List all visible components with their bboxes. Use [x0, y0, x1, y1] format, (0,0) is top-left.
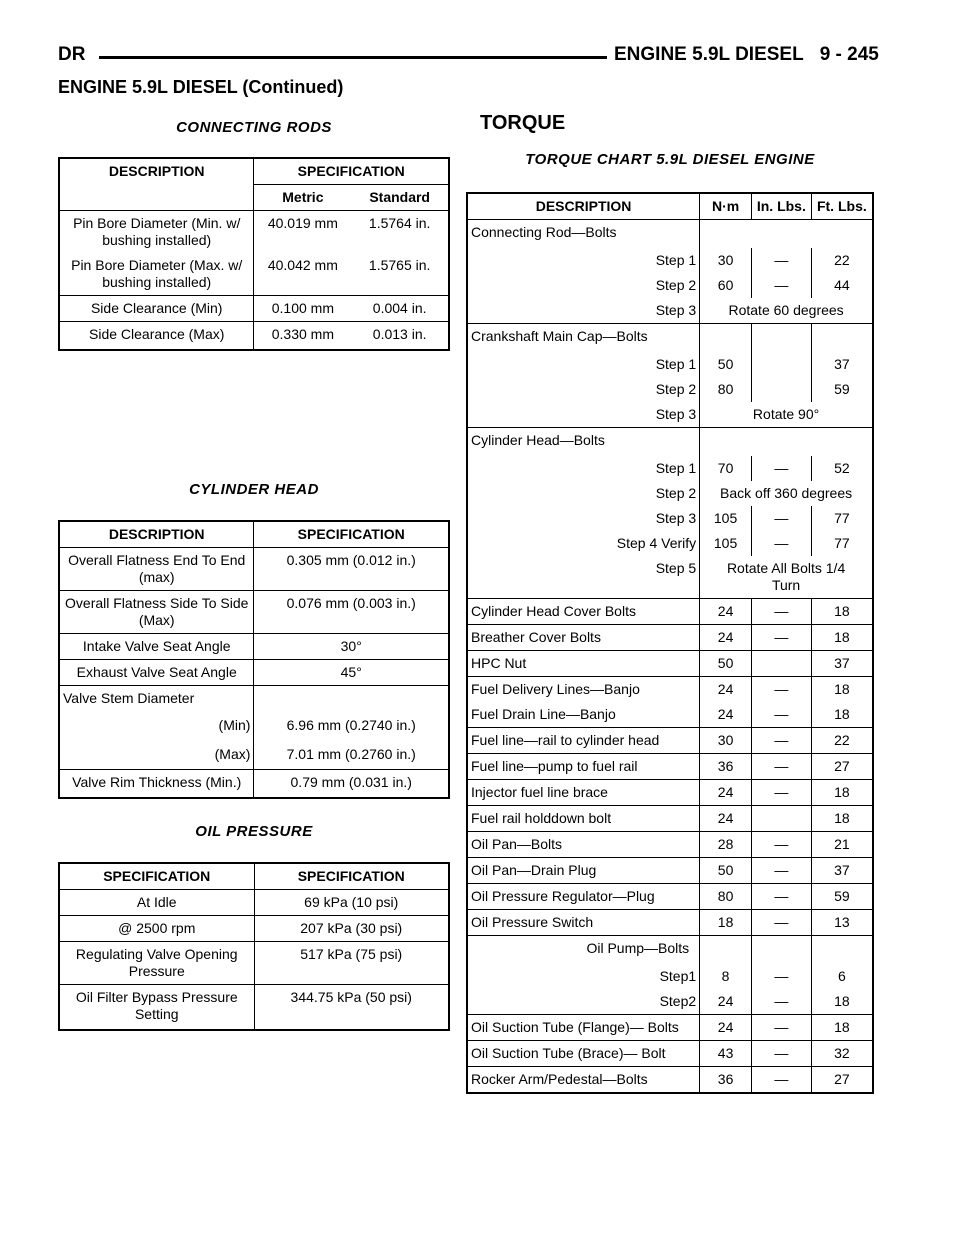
row-ft-lbs: 37 — [811, 858, 873, 884]
row-ft-lbs: 18 — [811, 625, 873, 651]
table-row — [467, 506, 873, 531]
row-description: Overall Flatness End To End (max) — [59, 548, 254, 591]
col-header-standard: Standard — [351, 185, 449, 211]
row-standard: 1.5765 in. — [351, 253, 449, 296]
torque-chart-title: TORQUE CHART 5.9L DIESEL ENGINE — [525, 151, 815, 168]
row-description: Step 1 — [467, 248, 700, 273]
row-ft-lbs: 27 — [811, 1067, 873, 1094]
row-description: Oil Suction Tube (Brace)— Bolt — [467, 1041, 700, 1067]
row-in-lbs: — — [751, 1015, 811, 1041]
row-in-lbs: — — [751, 273, 811, 298]
table-row — [467, 625, 873, 651]
table-row — [59, 985, 449, 1031]
row-description: Side Clearance (Max) — [59, 322, 254, 351]
table-row — [467, 728, 873, 754]
row-metric: 0.330 mm — [254, 322, 351, 351]
row-ft-lbs: 37 — [811, 352, 873, 377]
row-in-lbs: — — [751, 754, 811, 780]
row-nm: 30 — [700, 248, 752, 273]
row-empty — [700, 428, 873, 457]
row-description: Oil Pump—Bolts — [467, 936, 700, 965]
table-row — [467, 1015, 873, 1041]
col-header-description: DESCRIPTION — [59, 158, 254, 211]
row-description: Fuel line—rail to cylinder head — [467, 728, 700, 754]
row-description: Step2 — [467, 989, 700, 1015]
table-row — [59, 686, 449, 712]
row-in-lbs: — — [751, 248, 811, 273]
col-header-metric: Metric — [254, 185, 351, 211]
table-row — [59, 322, 449, 351]
oil-pressure-title: OIL PRESSURE — [195, 823, 313, 840]
row-nm: 50 — [700, 352, 752, 377]
table-row — [467, 677, 873, 703]
row-spec: 0.076 mm (0.003 in.) — [254, 591, 449, 634]
col-header-specification: SPECIFICATION — [254, 158, 449, 185]
col-header-specification: SPECIFICATION — [254, 521, 449, 548]
row-description: Step 2 — [467, 273, 700, 298]
row-description: @ 2500 rpm — [59, 916, 254, 942]
row-ft-lbs: 18 — [811, 599, 873, 625]
row-spec: 69 kPa (10 psi) — [254, 890, 449, 916]
row-ft-lbs: 18 — [811, 677, 873, 703]
row-ft-lbs: 77 — [811, 506, 873, 531]
row-ft-lbs: 18 — [811, 806, 873, 832]
table-row — [467, 936, 873, 965]
header-rule — [99, 56, 607, 59]
table-row — [467, 910, 873, 936]
row-nm: 50 — [700, 651, 752, 677]
table-row — [467, 599, 873, 625]
row-nm: 50 — [700, 858, 752, 884]
row-spec: 207 kPa (30 psi) — [254, 916, 449, 942]
row-description: Step 3 — [467, 506, 700, 531]
row-description: Step 2 — [467, 481, 700, 506]
table-row — [467, 832, 873, 858]
row-description: (Min) — [59, 711, 254, 740]
row-nm: 24 — [700, 989, 752, 1015]
col-header-ft-lbs: Ft. Lbs. — [811, 193, 873, 220]
table-header-row — [59, 158, 449, 185]
table-row — [59, 711, 449, 740]
oil-pressure-table — [58, 862, 450, 1031]
cylinder-head-title: CYLINDER HEAD — [189, 481, 319, 498]
row-nm: 105 — [700, 506, 752, 531]
row-in-lbs: — — [751, 702, 811, 728]
row-nm: 18 — [700, 910, 752, 936]
table-row — [59, 740, 449, 770]
col-header-description: DESCRIPTION — [467, 193, 700, 220]
row-ft-lbs: 22 — [811, 248, 873, 273]
row-description: Connecting Rod—Bolts — [467, 220, 700, 249]
row-in-lbs: — — [751, 1041, 811, 1067]
row-in-lbs: — — [751, 1067, 811, 1094]
row-nm: 28 — [700, 832, 752, 858]
row-in-lbs: — — [751, 989, 811, 1015]
table-row — [59, 548, 449, 591]
row-ft-lbs — [811, 936, 873, 965]
row-standard: 1.5764 in. — [351, 211, 449, 254]
row-in-lbs: — — [751, 456, 811, 481]
row-ft-lbs: 32 — [811, 1041, 873, 1067]
row-ft-lbs: 6 — [811, 964, 873, 989]
row-spec: 45° — [254, 660, 449, 686]
table-row — [467, 884, 873, 910]
row-nm: 105 — [700, 531, 752, 556]
row-nm: 24 — [700, 1015, 752, 1041]
table-header-row — [59, 521, 449, 548]
col-header-specification-1: SPECIFICATION — [59, 863, 254, 890]
row-nm: 36 — [700, 1067, 752, 1094]
row-ft-lbs: 22 — [811, 728, 873, 754]
table-row — [59, 660, 449, 686]
row-in-lbs: — — [751, 625, 811, 651]
table-row — [467, 428, 873, 457]
row-in-lbs — [751, 806, 811, 832]
row-in-lbs: — — [751, 964, 811, 989]
row-description: Injector fuel line brace — [467, 780, 700, 806]
table-row — [59, 296, 449, 322]
row-ft-lbs: 18 — [811, 1015, 873, 1041]
row-in-lbs: — — [751, 677, 811, 703]
row-description: Intake Valve Seat Angle — [59, 634, 254, 660]
table-row — [59, 591, 449, 634]
row-spec: 0.305 mm (0.012 in.) — [254, 548, 449, 591]
row-description: Oil Filter Bypass Pressure Setting — [59, 985, 254, 1031]
row-nm — [700, 324, 752, 353]
row-ft-lbs: 18 — [811, 780, 873, 806]
row-nm: 24 — [700, 702, 752, 728]
table-row — [467, 806, 873, 832]
table-row — [59, 890, 449, 916]
continued-heading: ENGINE 5.9L DIESEL (Continued) — [58, 77, 344, 97]
row-description: Oil Pressure Switch — [467, 910, 700, 936]
row-description: Crankshaft Main Cap—Bolts — [467, 324, 700, 353]
row-description: Step 1 — [467, 352, 700, 377]
row-description: Oil Pressure Regulator—Plug — [467, 884, 700, 910]
row-nm: 24 — [700, 677, 752, 703]
row-instruction: Back off 360 degrees — [700, 481, 873, 506]
row-description: At Idle — [59, 890, 254, 916]
table-row — [467, 481, 873, 506]
row-description: (Max) — [59, 740, 254, 770]
row-description: Step 5 — [467, 556, 700, 599]
row-description: Oil Suction Tube (Flange)— Bolts — [467, 1015, 700, 1041]
row-nm: 70 — [700, 456, 752, 481]
row-nm: 24 — [700, 625, 752, 651]
row-instruction: Rotate All Bolts 1/4 Turn — [700, 556, 873, 599]
table-header-row — [467, 193, 873, 220]
row-nm: 36 — [700, 754, 752, 780]
row-nm: 24 — [700, 780, 752, 806]
row-empty — [700, 220, 873, 249]
table-row — [59, 253, 449, 296]
row-in-lbs: — — [751, 599, 811, 625]
row-description: Oil Pan—Drain Plug — [467, 858, 700, 884]
table-row — [467, 702, 873, 728]
col-header-specification-2: SPECIFICATION — [254, 863, 449, 890]
row-standard: 0.004 in. — [351, 296, 449, 322]
row-nm: 43 — [700, 1041, 752, 1067]
table-row — [467, 273, 873, 298]
table-row — [59, 916, 449, 942]
row-in-lbs: — — [751, 780, 811, 806]
row-in-lbs: — — [751, 910, 811, 936]
table-row — [59, 770, 449, 799]
row-in-lbs — [751, 936, 811, 965]
table-row — [467, 556, 873, 599]
row-ft-lbs: 13 — [811, 910, 873, 936]
row-ft-lbs: 27 — [811, 754, 873, 780]
table-header-row — [59, 863, 449, 890]
header-chapter: ENGINE 5.9L DIESEL — [614, 44, 804, 65]
row-in-lbs: — — [751, 832, 811, 858]
table-row — [467, 780, 873, 806]
row-nm: 80 — [700, 884, 752, 910]
table-row — [59, 634, 449, 660]
table-row — [467, 989, 873, 1015]
table-row — [467, 754, 873, 780]
col-header-in-lbs: In. Lbs. — [751, 193, 811, 220]
row-ft-lbs: 18 — [811, 989, 873, 1015]
row-spec: 30° — [254, 634, 449, 660]
row-ft-lbs: 59 — [811, 884, 873, 910]
row-description: Oil Pan—Bolts — [467, 832, 700, 858]
row-description: Exhaust Valve Seat Angle — [59, 660, 254, 686]
header-section-code: DR — [58, 44, 86, 65]
row-ft-lbs: 37 — [811, 651, 873, 677]
cylinder-head-table — [58, 520, 450, 799]
table-row — [467, 248, 873, 273]
row-in-lbs — [751, 377, 811, 402]
row-ft-lbs: 21 — [811, 832, 873, 858]
row-description: Fuel Delivery Lines—Banjo — [467, 677, 700, 703]
connecting-rods-table — [58, 157, 450, 351]
row-description: Step 2 — [467, 377, 700, 402]
row-description: HPC Nut — [467, 651, 700, 677]
table-row — [467, 964, 873, 989]
row-description: Overall Flatness Side To Side (Max) — [59, 591, 254, 634]
row-description: Rocker Arm/Pedestal—Bolts — [467, 1067, 700, 1094]
table-row — [467, 531, 873, 556]
table-row — [467, 858, 873, 884]
row-description: Cylinder Head Cover Bolts — [467, 599, 700, 625]
row-nm: 24 — [700, 599, 752, 625]
row-in-lbs: — — [751, 884, 811, 910]
table-row — [467, 456, 873, 481]
table-row — [467, 220, 873, 249]
row-ft-lbs: 52 — [811, 456, 873, 481]
row-metric: 40.042 mm — [254, 253, 351, 296]
table-row — [467, 402, 873, 428]
row-in-lbs: — — [751, 531, 811, 556]
row-description: Fuel Drain Line—Banjo — [467, 702, 700, 728]
col-header-nm: N·m — [700, 193, 752, 220]
page-number: 9 - 245 — [819, 44, 879, 65]
row-ft-lbs: 77 — [811, 531, 873, 556]
row-in-lbs — [751, 324, 811, 353]
torque-section-heading: TORQUE — [480, 112, 566, 134]
torque-table — [466, 192, 874, 1094]
row-nm: 8 — [700, 964, 752, 989]
table-row — [467, 651, 873, 677]
row-metric: 0.100 mm — [254, 296, 351, 322]
row-description: Regulating Valve Opening Pressure — [59, 942, 254, 985]
row-in-lbs — [751, 352, 811, 377]
header-title — [614, 44, 879, 66]
row-instruction: Rotate 60 degrees — [700, 298, 873, 324]
row-nm — [700, 936, 752, 965]
connecting-rods-title: CONNECTING RODS — [176, 119, 332, 136]
row-description: Step 1 — [467, 456, 700, 481]
row-ft-lbs: 44 — [811, 273, 873, 298]
row-spec: 6.96 mm (0.2740 in.) — [254, 711, 449, 740]
table-row — [467, 377, 873, 402]
row-spec: 7.01 mm (0.2760 in.) — [254, 740, 449, 770]
row-description: Valve Stem Diameter — [59, 686, 254, 712]
row-description: Step 4 Verify — [467, 531, 700, 556]
row-description: Step1 — [467, 964, 700, 989]
row-in-lbs: — — [751, 506, 811, 531]
row-description: Cylinder Head—Bolts — [467, 428, 700, 457]
row-ft-lbs — [811, 324, 873, 353]
table-row — [467, 324, 873, 353]
row-ft-lbs: 59 — [811, 377, 873, 402]
row-description: Pin Bore Diameter (Max. w/ bushing installed) — [59, 253, 254, 296]
row-description: Valve Rim Thickness (Min.) — [59, 770, 254, 799]
row-instruction: Rotate 90° — [700, 402, 873, 428]
row-spec: 344.75 kPa (50 psi) — [254, 985, 449, 1031]
row-in-lbs: — — [751, 858, 811, 884]
row-description: Step 3 — [467, 298, 700, 324]
row-in-lbs: — — [751, 728, 811, 754]
col-header-description: DESCRIPTION — [59, 521, 254, 548]
table-row — [59, 942, 449, 985]
row-metric: 40.019 mm — [254, 211, 351, 254]
row-description: Step 3 — [467, 402, 700, 428]
table-row — [467, 1041, 873, 1067]
row-description: Pin Bore Diameter (Min. w/ bushing installed) — [59, 211, 254, 254]
row-nm: 60 — [700, 273, 752, 298]
row-in-lbs — [751, 651, 811, 677]
row-description: Fuel rail holddown bolt — [467, 806, 700, 832]
row-nm: 80 — [700, 377, 752, 402]
row-ft-lbs: 18 — [811, 702, 873, 728]
row-spec — [254, 686, 449, 712]
row-description: Fuel line—pump to fuel rail — [467, 754, 700, 780]
row-spec: 517 kPa (75 psi) — [254, 942, 449, 985]
row-nm: 24 — [700, 806, 752, 832]
row-spec: 0.79 mm (0.031 in.) — [254, 770, 449, 799]
table-row — [467, 298, 873, 324]
row-description: Side Clearance (Min) — [59, 296, 254, 322]
row-description: Breather Cover Bolts — [467, 625, 700, 651]
row-nm: 30 — [700, 728, 752, 754]
table-row — [59, 211, 449, 254]
table-row — [467, 352, 873, 377]
row-standard: 0.013 in. — [351, 322, 449, 351]
table-row — [467, 1067, 873, 1094]
